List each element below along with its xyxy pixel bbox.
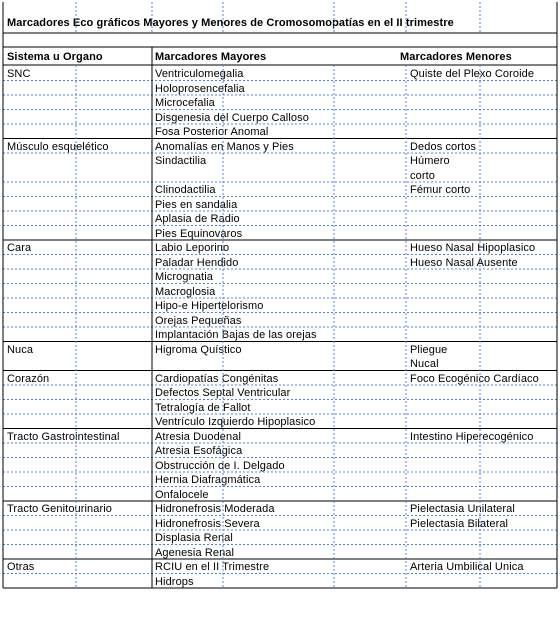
sistema-cell: SNC <box>7 68 31 80</box>
marcador-menor-cell: Fémur corto <box>410 184 471 196</box>
marcador-mayor-cell: Hidronefrosis Moderada <box>155 503 275 515</box>
marcador-mayor-cell: Aplasia de Radio <box>155 213 240 225</box>
marcador-mayor-cell: Fosa Posterior Anomal <box>155 126 269 138</box>
marcador-mayor-cell: Disgenesia del Cuerpo Calloso <box>155 111 309 124</box>
marcador-menor-cell: Pielectasia Bilateral <box>410 517 509 530</box>
marcador-menor-cell: corto <box>410 169 435 182</box>
marcador-menor-cell: Intestino Hiperecogénico <box>410 430 534 443</box>
marcador-mayor-cell: Orejas Pequeñas <box>155 314 242 327</box>
marcador-mayor-cell: Displasia Renal <box>155 532 233 544</box>
marcador-menor-cell: Foco Ecogénico Cardíaco <box>410 372 539 385</box>
marcador-mayor-cell: Obstrucción de I. Delgado <box>155 459 285 472</box>
marcador-menor-cell: Dedos cortos <box>410 140 477 153</box>
marcador-menor-cell: Hueso Nasal Ausente <box>410 256 518 269</box>
marcador-menor-cell: Pliegue <box>410 343 448 356</box>
marcador-mayor-cell: Ventriculomegalia <box>155 68 244 80</box>
marcador-mayor-cell: Hidrops <box>155 575 194 588</box>
marcador-mayor-cell: RCIU en el II Trimestre <box>155 561 270 573</box>
header-menores: Marcadores Menores <box>400 51 512 63</box>
marcador-mayor-cell: Anomalías en Manos y Pies <box>155 140 294 153</box>
marcador-mayor-cell: Onfalocele <box>155 488 209 501</box>
marcador-mayor-cell: Hernia Diafragmática <box>155 474 261 486</box>
marcador-menor-cell: Nucal <box>410 358 439 370</box>
sistema-cell: Otras <box>7 561 35 573</box>
marcador-mayor-cell: Cardiopatías Congénitas <box>155 372 279 385</box>
marcador-mayor-cell: Atresia Esofágica <box>155 445 243 457</box>
marcador-mayor-cell: Atresia Duodenal <box>155 430 241 443</box>
marcador-mayor-cell: Pies Equinovaros <box>155 227 243 240</box>
marcador-mayor-cell: Hipo-e Hipertelorismo <box>155 300 264 312</box>
sistema-cell: Tracto Gastrointestinal <box>7 430 120 443</box>
marcador-mayor-cell: Agenesia Renal <box>155 546 235 559</box>
marcador-mayor-cell: Implantación Bajas de las orejas <box>155 329 317 341</box>
sistema-cell: Músculo esquelético <box>7 140 109 153</box>
marcador-mayor-cell: Holoprosencefalia <box>155 82 245 95</box>
sistema-cell: Cara <box>7 242 32 254</box>
marcador-mayor-cell: Micrognatia <box>155 271 213 283</box>
header-mayores: Marcadores Mayores <box>155 51 267 63</box>
marcador-menor-cell: Hueso Nasal Hipoplasico <box>410 242 536 254</box>
table-title: Marcadores Eco gráficos Mayores y Menores de Cromosomopatías en el II trimestre <box>7 17 454 29</box>
marcador-menor-cell: Arteria Umbilical Unica <box>410 561 524 573</box>
marcador-mayor-cell: Paladar Hendido <box>155 256 239 269</box>
sistema-cell: Corazón <box>7 372 50 385</box>
marcador-mayor-cell: Hidronefrosis Severa <box>155 517 260 530</box>
marcador-menor-cell: Húmero <box>410 155 450 167</box>
marcador-mayor-cell: Macroglosia <box>155 285 216 298</box>
marcador-mayor-cell: Labio Leporino <box>155 242 230 254</box>
header-sistema: Sistema u Organo <box>7 51 103 63</box>
marcador-mayor-cell: Ventrículo Izquierdo Hipoplasico <box>155 416 316 428</box>
marcador-mayor-cell: Higroma Quístico <box>155 343 242 356</box>
marcador-menor-cell: Pielectasia Unilateral <box>410 503 515 515</box>
sistema-cell: Tracto Genitourinario <box>7 503 113 515</box>
marcador-mayor-cell: Tetralogía de Fallot <box>155 401 251 414</box>
marcador-mayor-cell: Pies en sandalia <box>155 198 238 211</box>
marcador-mayor-cell: Microcefalia <box>155 97 215 109</box>
marcador-menor-cell: Quiste del Plexo Coroide <box>410 68 535 80</box>
marcador-mayor-cell: Clinodactilia <box>155 184 216 196</box>
marcador-mayor-cell: Defectos Septal Ventricular <box>155 387 291 399</box>
marcador-mayor-cell: Sindactilia <box>155 155 207 167</box>
sistema-cell: Nuca <box>7 343 34 356</box>
